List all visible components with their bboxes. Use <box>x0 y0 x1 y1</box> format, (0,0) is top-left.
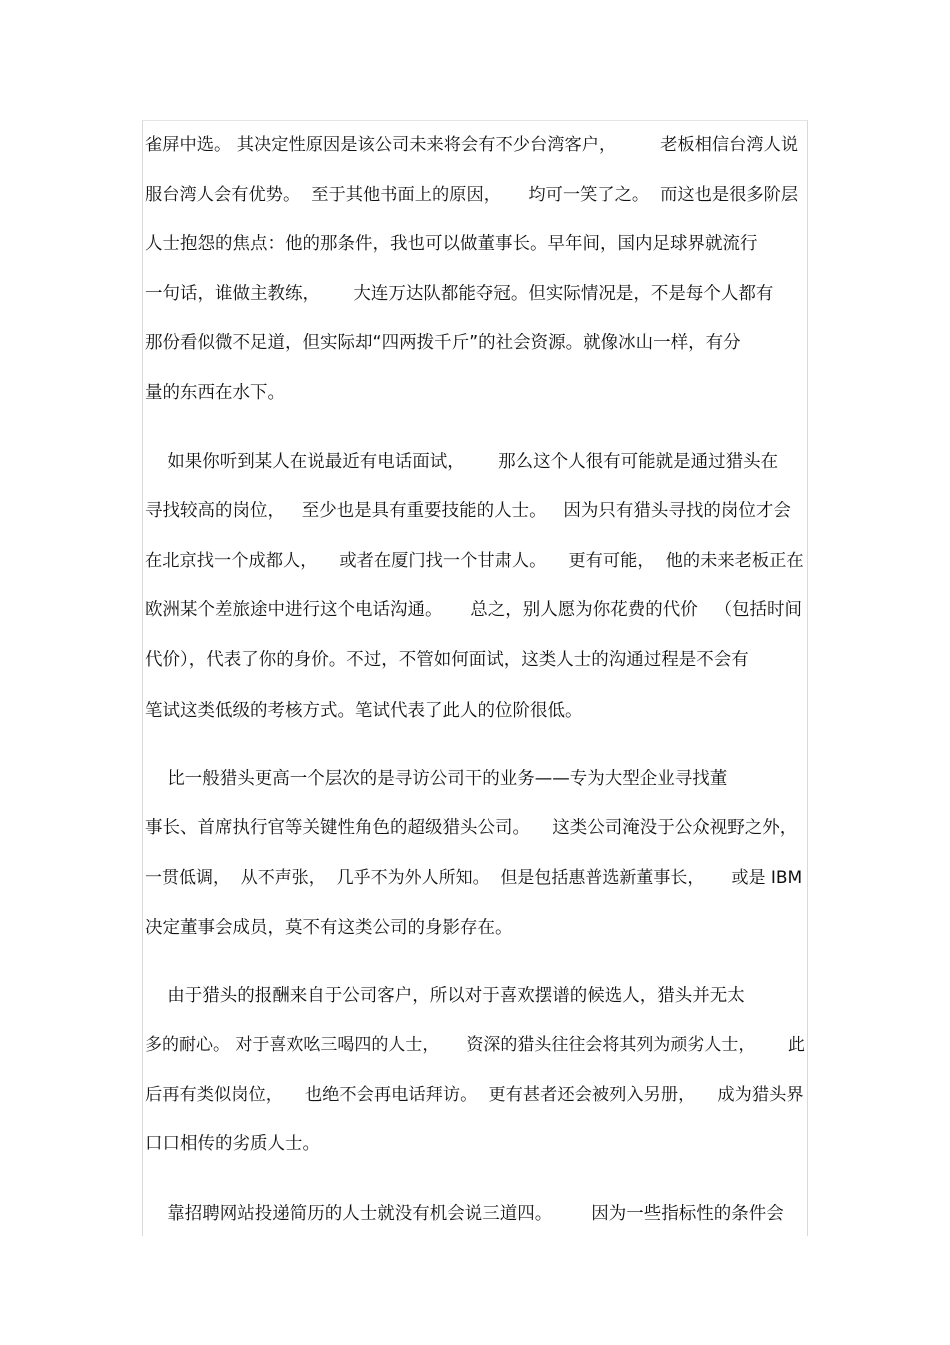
text-line: 事长、首席执行官等关键性角色的超级猎头公司。 这类公司淹没于公众视野之外， <box>145 818 798 838</box>
text-line: 欧洲某个差旅途中进行这个电话沟通。 总之，别人愿为你花费的代价 （包括时间 <box>145 600 802 620</box>
text-line: 那份看似微不足道，但实际却“四两拨千斤”的社会资源。就像冰山一样，有分 <box>145 333 741 353</box>
text-line: 口口相传的劣质人士。 <box>145 1134 320 1154</box>
text-line: 多的耐心。 对于喜欢吆三喝四的人士， 资深的猎头往往会将其列为顽劣人士， 此 <box>145 1035 805 1055</box>
text-line: 一贯低调， 从不声张， 几乎不为外人所知。 但是包括惠普选新董事长， 或是 IBM <box>145 868 803 888</box>
text-line: 比一般猎头更高一个层次的是寻访公司干的业务——专为大型企业寻找董 <box>145 769 728 789</box>
text-line: 服台湾人会有优势。 至于其他书面上的原因， 均可一笑了之。 而这也是很多阶层 <box>145 185 799 205</box>
text-line: 后再有类似岗位， 也绝不会再电话拜访。 更有甚者还会被列入另册， 成为猎头界 <box>145 1085 804 1105</box>
text-line: 由于猎头的报酬来自于公司客户，所以对于喜欢摆谱的候选人，猎头并无太 <box>145 986 745 1006</box>
text-line: 代价），代表了你的身价。不过，不管如何面试，这类人士的沟通过程是不会有 <box>145 650 749 670</box>
text-line: 决定董事会成员，莫不有这类公司的身影存在。 <box>145 918 513 938</box>
text-line: 寻找较高的岗位， 至少也是具有重要技能的人士。 因为只有猎头寻找的岗位才会 <box>145 501 791 521</box>
text-line: 雀屏中选。 其决定性原因是该公司未来将会有不少台湾客户， 老板相信台湾人说 <box>145 135 799 155</box>
text-line: 笔试这类低级的考核方式。笔试代表了此人的位阶很低。 <box>145 701 583 721</box>
text-line: 靠招聘网站投递简历的人士就没有机会说三道四。 因为一些指标性的条件会 <box>145 1204 784 1224</box>
text-line: 如果你听到某人在说最近有电话面试， 那么这个人很有可能就是通过猎头在 <box>145 452 779 472</box>
text-line: 量的东西在水下。 <box>145 383 285 403</box>
text-line: 一句话，谁做主教练， 大连万达队都能夺冠。但实际情况是，不是每个人都有 <box>145 284 774 304</box>
text-line: 在北京找一个成都人， 或者在厦门找一个甘肃人。 更有可能， 他的未来老板正在 <box>145 551 804 571</box>
text-line: 人士抱怨的焦点：他的那条件，我也可以做董事长。早年间，国内足球界就流行 <box>145 234 758 254</box>
